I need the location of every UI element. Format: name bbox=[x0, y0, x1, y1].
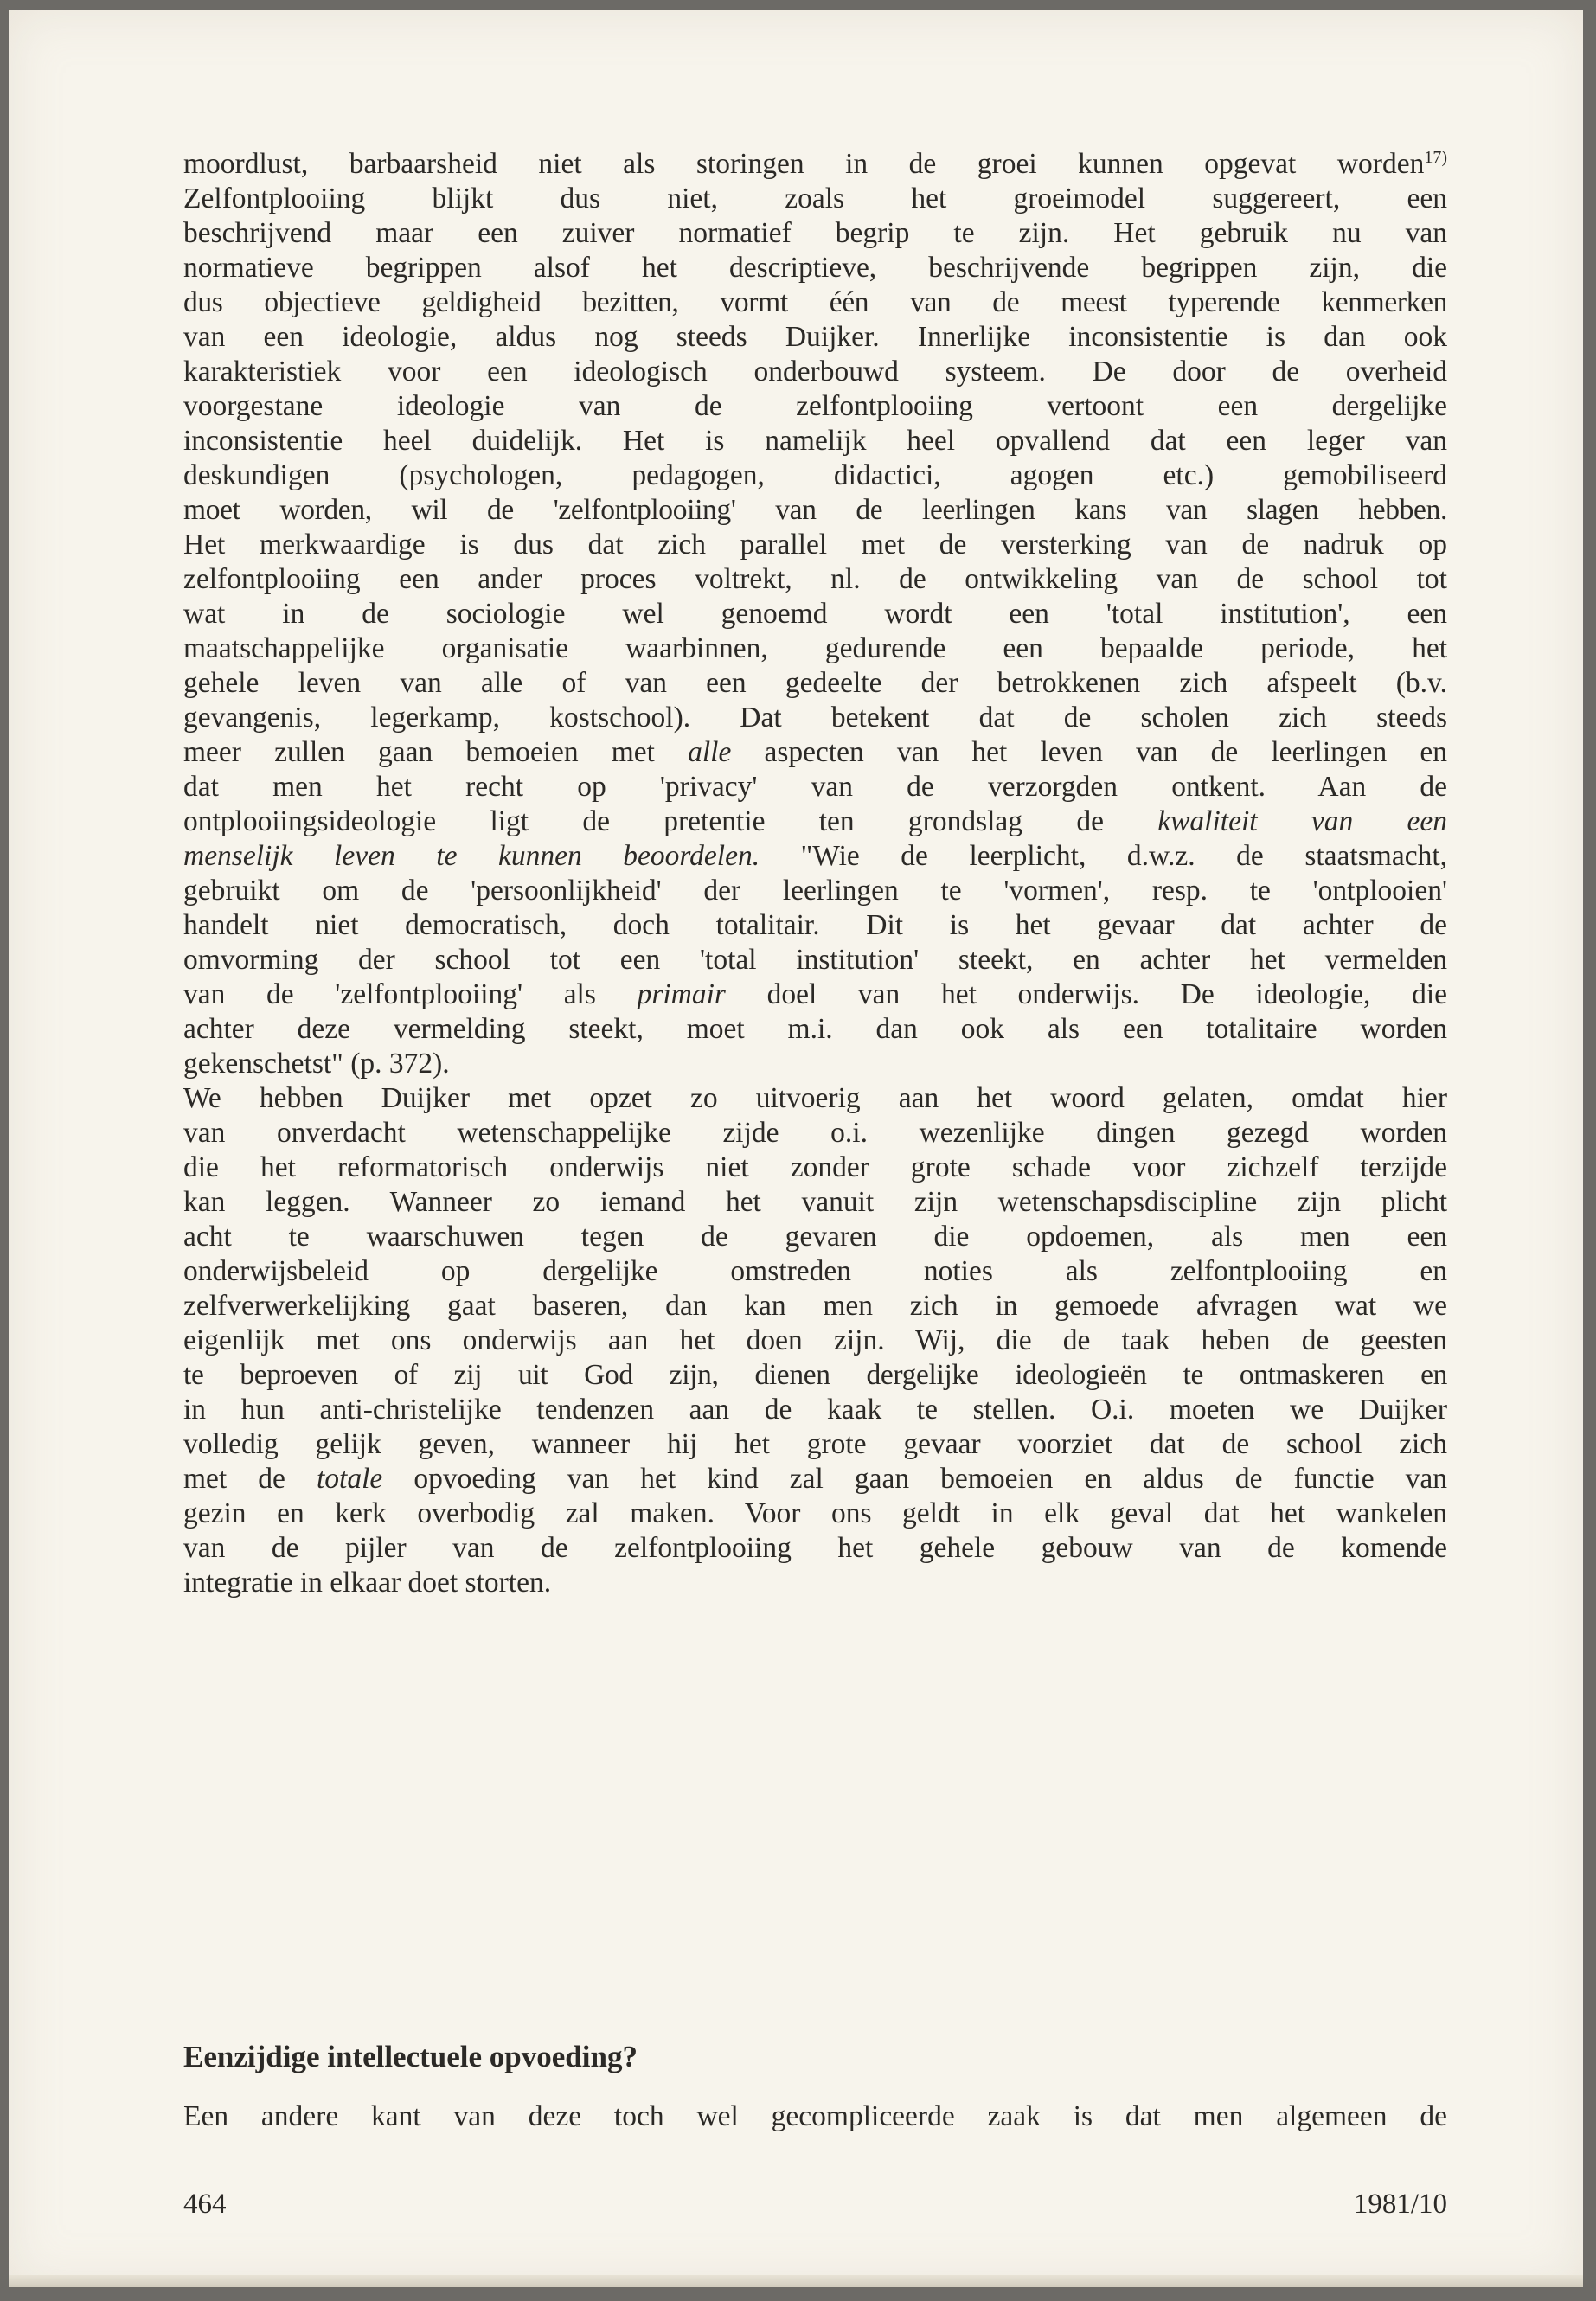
text-line-content: opvoeding van het kind zal gaan bemoeien en aldus de functie van bbox=[382, 1463, 1447, 1495]
text-line: van de pijler van de zelfontplooiing het gehele gebouw van de komende bbox=[183, 1532, 1447, 1564]
text-line bbox=[183, 1462, 1447, 1497]
page-edge bbox=[9, 2275, 1583, 2287]
text-line: dus objectieve geldigheid bezitten, vormt één van de meest typerende kenmerken bbox=[183, 286, 1447, 318]
text-line: zelfontplooiing een ander proces voltrekt, nl. de ontwikkeling van de school tot bbox=[183, 563, 1447, 595]
text-line: gebruikt om de 'persoonlijkheid' der leerlingen te 'vormen', resp. te 'ontplooien' bbox=[183, 875, 1447, 907]
text-line: achter deze vermelding steekt, moet m.i. dan ook als een totalitaire worden bbox=[183, 1013, 1447, 1045]
text-line: omvorming der school tot een 'total institution' steekt, en achter het vermelden bbox=[183, 944, 1447, 976]
document-page bbox=[9, 10, 1583, 2287]
text-line: maatschappelijke organisatie waarbinnen, gedurende een bepaalde periode, het bbox=[183, 632, 1447, 664]
emphasis: primair bbox=[637, 978, 726, 1010]
text-line: te beproeven of zij uit God zijn, dienen dergelijke ideologieën te ontmaskeren en bbox=[183, 1359, 1447, 1391]
text-line: normatieve begrippen alsof het descriptieve, beschrijvende begrippen zijn, die bbox=[183, 252, 1447, 284]
text-line bbox=[183, 735, 1447, 770]
text-line: in hun anti-christelijke tendenzen aan de kaak te stellen. O.i. moeten we Duijker bbox=[183, 1394, 1447, 1426]
footnote-reference: 17) bbox=[1424, 147, 1447, 167]
emphasis: menselijk leven te kunnen beoordelen. bbox=[183, 840, 760, 872]
text-line: We hebben Duijker met opzet zo uitvoerig aan het woord gelaten, omdat hier bbox=[183, 1082, 1447, 1114]
section-heading: Eenzijdige intellectuele opvoeding? bbox=[183, 2040, 638, 2073]
text-line bbox=[183, 839, 1447, 874]
text-line-content: meer zullen gaan bemoeien met bbox=[183, 736, 689, 768]
paragraph-2 bbox=[183, 1081, 1447, 1600]
text-line bbox=[183, 977, 1447, 1012]
text-line: onderwijsbeleid op dergelijke omstreden noties als zelfontplooiing en bbox=[183, 1255, 1447, 1287]
text-line: acht te waarschuwen tegen de gevaren die opdoemen, als men een bbox=[183, 1221, 1447, 1253]
text-line-content: moordlust, barbaarsheid niet als storingen in de groei kunnen opgevat worden bbox=[183, 148, 1425, 180]
issue-number: 1981/10 bbox=[1353, 2189, 1447, 2220]
text-line: gekenschetst" (p. 372). bbox=[183, 1048, 450, 1080]
text-line: van een ideologie, aldus nog steeds Duijker. Innerlijke inconsistentie is dan ook bbox=[183, 321, 1447, 353]
page-number: 464 bbox=[183, 2189, 227, 2220]
text-line: integratie in elkaar doet storten. bbox=[183, 1567, 552, 1599]
text-line: Zelfontplooiing blijkt dus niet, zoals het groeimodel suggereert, een bbox=[183, 183, 1447, 215]
text-line-content: aspecten van het leven van de leerlingen en bbox=[731, 736, 1447, 768]
emphasis: totale bbox=[316, 1463, 383, 1495]
text-line: deskundigen (psychologen, pedagogen, didactici, agogen etc.) gemobiliseerd bbox=[183, 459, 1447, 491]
text-line: gehele leven van alle of van een gedeelte der betrokkenen zich afspeelt (b.v. bbox=[183, 667, 1447, 699]
text-line: voorgestane ideologie van de zelfontplooiing vertoont een dergelijke bbox=[183, 390, 1447, 422]
text-line: Een andere kant van deze toch wel gecompliceerde zaak is dat men algemeen de bbox=[183, 2100, 1447, 2132]
text-line: volledig gelijk geven, wanneer hij het grote gevaar voorziet dat de school zich bbox=[183, 1428, 1447, 1460]
text-line: inconsistentie heel duidelijk. Het is namelijk heel opvallend dat een leger van bbox=[183, 425, 1447, 457]
body-text bbox=[183, 147, 1447, 1600]
text-line: handelt niet democratisch, doch totalitair. Dit is het gevaar dat achter de bbox=[183, 909, 1447, 941]
paragraph-1 bbox=[183, 147, 1447, 1081]
text-line bbox=[183, 147, 1447, 182]
text-line-content: met de bbox=[183, 1463, 317, 1495]
text-line: karakteristiek voor een ideologisch onderbouwd systeem. De door de overheid bbox=[183, 356, 1447, 388]
text-line: die het reformatorisch onderwijs niet zonder grote schade voor zichzelf terzijde bbox=[183, 1151, 1447, 1183]
text-line: zelfverwerkelijking gaat baseren, dan kan men zich in gemoede afvragen wat we bbox=[183, 1290, 1447, 1322]
text-line: van onverdacht wetenschappelijke zijde o.i. wezenlijke dingen gezegd worden bbox=[183, 1117, 1447, 1149]
text-line: moet worden, wil de 'zelfontplooiing' van de leerlingen kans van slagen hebben. bbox=[183, 494, 1447, 526]
text-line: Het merkwaardige is dus dat zich parallel met de versterking van de nadruk op bbox=[183, 529, 1447, 561]
text-line bbox=[183, 804, 1447, 839]
text-line: kan leggen. Wanneer zo iemand het vanuit zijn wetenschapsdiscipline zijn plicht bbox=[183, 1186, 1447, 1218]
emphasis: kwaliteit van een bbox=[1157, 805, 1447, 837]
text-line: eigenlijk met ons onderwijs aan het doen zijn. Wij, die de taak heben de geesten bbox=[183, 1324, 1447, 1356]
text-line: wat in de sociologie wel genoemd wordt een 'total institution', een bbox=[183, 598, 1447, 630]
text-line-content: van de 'zelfontplooiing' als bbox=[183, 978, 638, 1010]
text-line: beschrijvend maar een zuiver normatief begrip te zijn. Het gebruik nu van bbox=[183, 217, 1447, 249]
text-line-content: doel van het onderwijs. De ideologie, die bbox=[725, 978, 1447, 1010]
text-line: gezin en kerk overbodig zal maken. Voor ons geldt in elk geval dat het wankelen bbox=[183, 1497, 1447, 1529]
text-line-content: "Wie de leerplicht, d.w.z. de staatsmacht, bbox=[760, 840, 1447, 872]
emphasis: alle bbox=[688, 736, 732, 768]
text-line: gevangenis, legerkamp, kostschool). Dat betekent dat de scholen zich steeds bbox=[183, 702, 1447, 734]
text-line: dat men het recht op 'privacy' van de verzorgden ontkent. Aan de bbox=[183, 771, 1447, 803]
text-line-content: ontplooiingsideologie ligt de pretentie ten grondslag de bbox=[183, 805, 1158, 837]
